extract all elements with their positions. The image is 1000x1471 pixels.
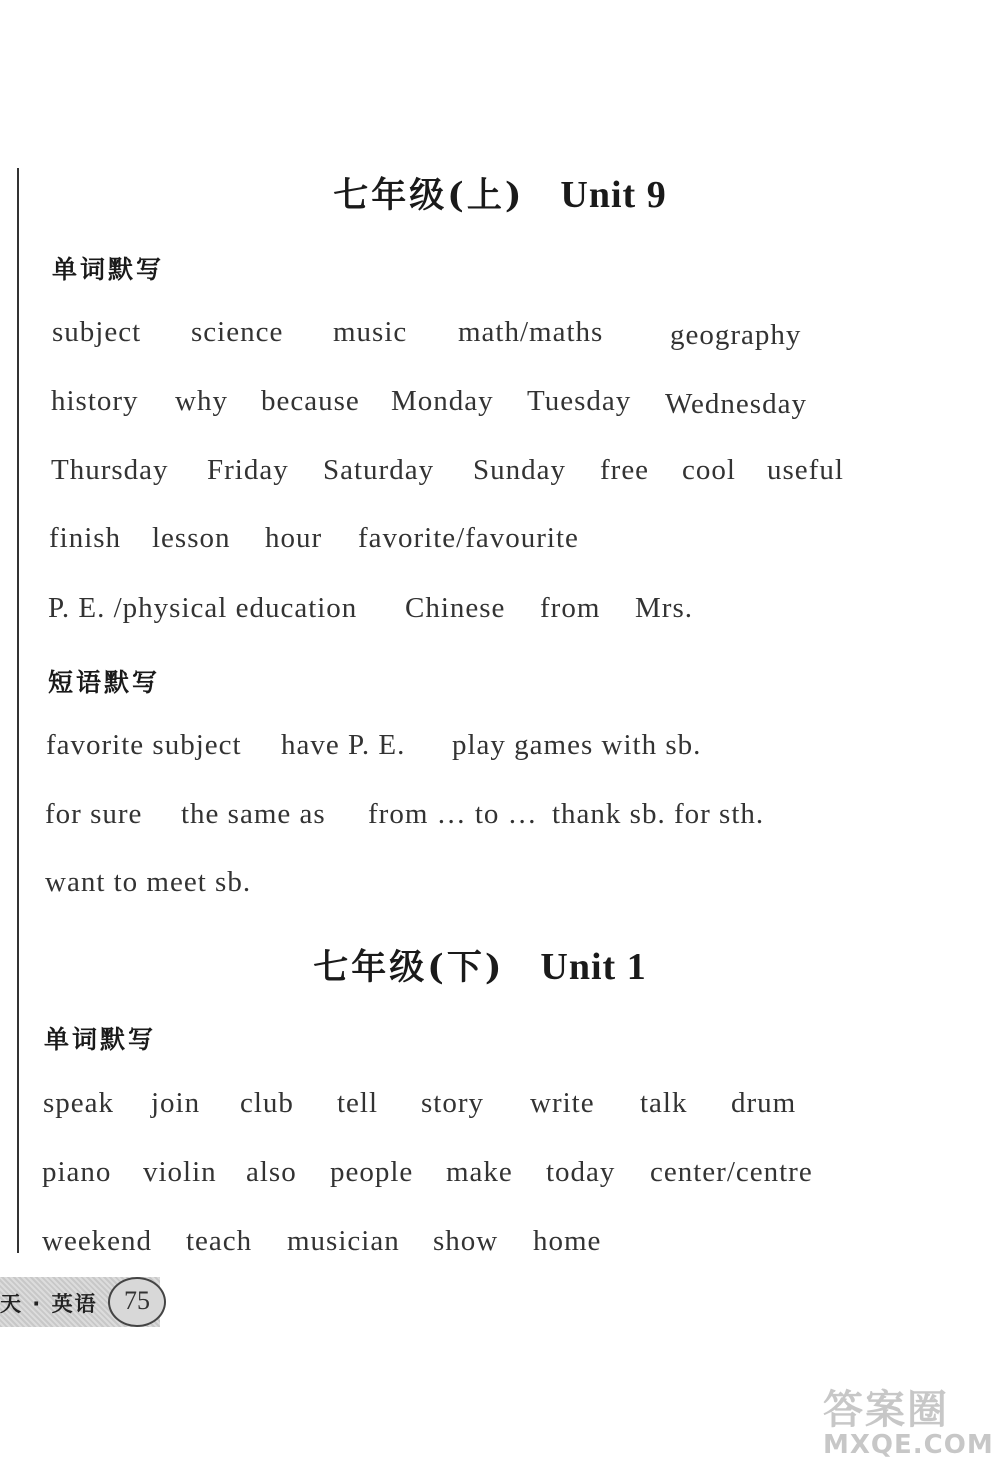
word: Friday: [207, 454, 289, 486]
word: Saturday: [323, 454, 435, 486]
word: speak: [43, 1087, 115, 1119]
word: science: [191, 316, 284, 348]
word: lesson: [152, 522, 231, 554]
words-heading: 单词默写: [44, 1025, 157, 1054]
word: cool: [682, 454, 736, 486]
footer-subject-label: 天 · 英语: [0, 1292, 98, 1316]
phrase: favorite subject: [46, 729, 242, 761]
phrase: for sure: [45, 798, 143, 830]
word: make: [446, 1156, 513, 1188]
unit-label: Unit 1: [540, 946, 647, 988]
word: Tuesday: [527, 385, 632, 417]
words-heading: 单词默写: [52, 255, 165, 284]
unit-title-grade7a-unit9: [0, 168, 1000, 218]
phrase: from … to …: [368, 798, 538, 830]
word: Mrs.: [635, 592, 693, 624]
watermark: [815, 1378, 995, 1468]
word: because: [261, 385, 360, 417]
phrase: the same as: [181, 798, 326, 830]
word: favorite/favourite: [358, 522, 579, 554]
word: history: [51, 385, 139, 417]
word: useful: [767, 454, 844, 486]
margin-rule: [17, 168, 19, 1253]
word: P. E. /physical education: [48, 592, 358, 624]
page-number: 75: [108, 1277, 166, 1327]
grade-label: 七年级(下): [313, 947, 505, 988]
word: subject: [52, 316, 142, 348]
word: finish: [49, 522, 122, 554]
word: Thursday: [51, 454, 169, 486]
word: from: [540, 592, 601, 624]
word: geography: [670, 319, 802, 351]
phrases-heading: 短语默写: [48, 668, 161, 697]
word: music: [333, 316, 408, 348]
phrase: thank sb. for sth.: [552, 798, 765, 830]
word: join: [151, 1087, 201, 1119]
word: Sunday: [473, 454, 566, 486]
word: tell: [337, 1087, 379, 1119]
word: Wednesday: [665, 388, 807, 420]
word: home: [533, 1225, 602, 1257]
watermark-url: MXQE.COM: [823, 1430, 994, 1460]
word: also: [246, 1156, 297, 1188]
word: math/maths: [458, 316, 604, 348]
word: today: [546, 1156, 616, 1188]
word: why: [175, 385, 228, 417]
word: Monday: [391, 385, 494, 417]
word: people: [330, 1156, 414, 1188]
word: hour: [265, 522, 323, 554]
word: teach: [186, 1225, 253, 1257]
unit-title-grade7b-unit1: [0, 940, 980, 990]
word: show: [433, 1225, 499, 1257]
word: write: [530, 1087, 595, 1119]
word: club: [240, 1087, 294, 1119]
word: Chinese: [405, 592, 506, 624]
phrase: have P. E.: [281, 729, 406, 761]
grade-label: 七年级(上): [333, 175, 525, 216]
word: talk: [640, 1087, 688, 1119]
word: free: [600, 454, 650, 486]
phrase: want to meet sb.: [45, 866, 252, 898]
word: piano: [42, 1156, 112, 1188]
word: musician: [287, 1225, 400, 1257]
word: story: [421, 1087, 484, 1119]
word: weekend: [42, 1225, 153, 1257]
unit-label: Unit 9: [560, 174, 667, 216]
word: violin: [143, 1156, 217, 1188]
phrase: play games with sb.: [452, 729, 702, 761]
word: drum: [731, 1087, 797, 1119]
watermark-logo: 答案圈: [823, 1387, 949, 1433]
word: center/centre: [650, 1156, 813, 1188]
